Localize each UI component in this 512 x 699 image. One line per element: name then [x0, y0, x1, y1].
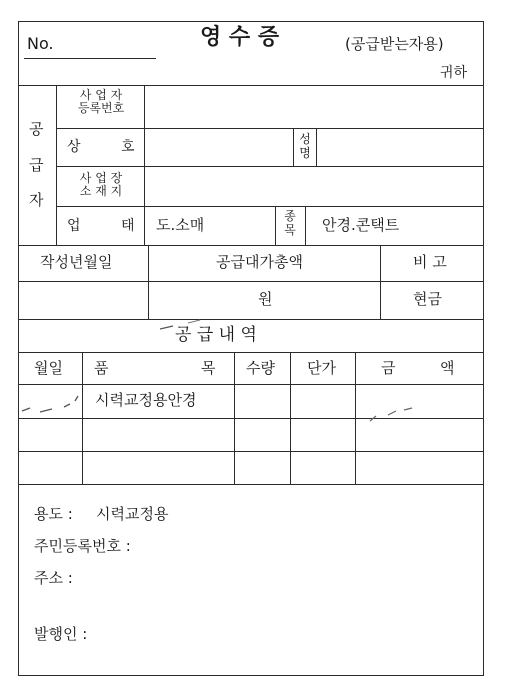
issuer-label: 발행인 : [34, 625, 88, 643]
supplier-label-char-1: 공 [29, 120, 44, 138]
business-type-value: 도.소매 [156, 216, 205, 234]
resident-no-label: 주민등록번호 : [34, 537, 131, 555]
total-header: 공급대가총액 [216, 253, 303, 271]
name-label-char-1: 성 [299, 132, 311, 146]
honorific-label: 귀하 [440, 65, 468, 81]
receipt-title: 영 수 증 [200, 25, 280, 50]
business-type-label-char-2: 태 [121, 218, 135, 234]
business-item-label-char-2: 목 [284, 223, 296, 237]
name-label-char-2: 명 [299, 146, 311, 160]
pen-mark-title-dash [160, 326, 173, 329]
col-item-header-char-2: 목 [201, 359, 216, 377]
trade-name-label-char-2: 호 [121, 139, 135, 155]
business-item-value: 안경.콘택트 [322, 216, 400, 234]
trade-name-label-char-1: 상 [67, 139, 81, 155]
details-title: 공 급 내 역 [175, 325, 257, 345]
address-label-line-1: 사 업 장 [79, 171, 123, 185]
reg-no-label-line-2: 등록번호 [77, 101, 125, 115]
purpose-value: 시력교정용 [96, 505, 169, 523]
reg-no-label-line-1: 사 업 자 [79, 88, 123, 102]
purpose-label: 용도 : [34, 505, 73, 523]
supplier-label-char-2: 급 [29, 156, 44, 174]
supplier-label-char-3: 자 [29, 191, 44, 209]
amount-unit: 원 [258, 290, 273, 308]
footer-address-label: 주소 : [34, 569, 73, 587]
pen-mark-title-tick [188, 320, 200, 323]
business-type-label-char-1: 업 [67, 218, 81, 234]
remarks-value: 현금 [413, 290, 442, 308]
address-label-line-2: 소 재 지 [79, 184, 123, 198]
copy-type-label: (공급받는자용) [345, 35, 444, 53]
date-header: 작성년월일 [40, 253, 113, 271]
remarks-header: 비 고 [413, 253, 447, 271]
col-amount-header-char-1: 금 [381, 359, 396, 377]
col-date-header: 월일 [34, 359, 63, 377]
pen-mark-amount [370, 408, 412, 421]
row-item: 시력교정용안경 [95, 391, 197, 409]
col-qty-header: 수량 [246, 359, 275, 377]
col-price-header: 단가 [307, 359, 336, 377]
receipt-number-label: No. [27, 34, 54, 53]
col-item-header-char-1: 품 [94, 359, 109, 377]
col-amount-header-char-2: 액 [440, 359, 455, 377]
business-item-label-char-1: 종 [284, 209, 296, 223]
pen-mark-date [22, 396, 78, 412]
